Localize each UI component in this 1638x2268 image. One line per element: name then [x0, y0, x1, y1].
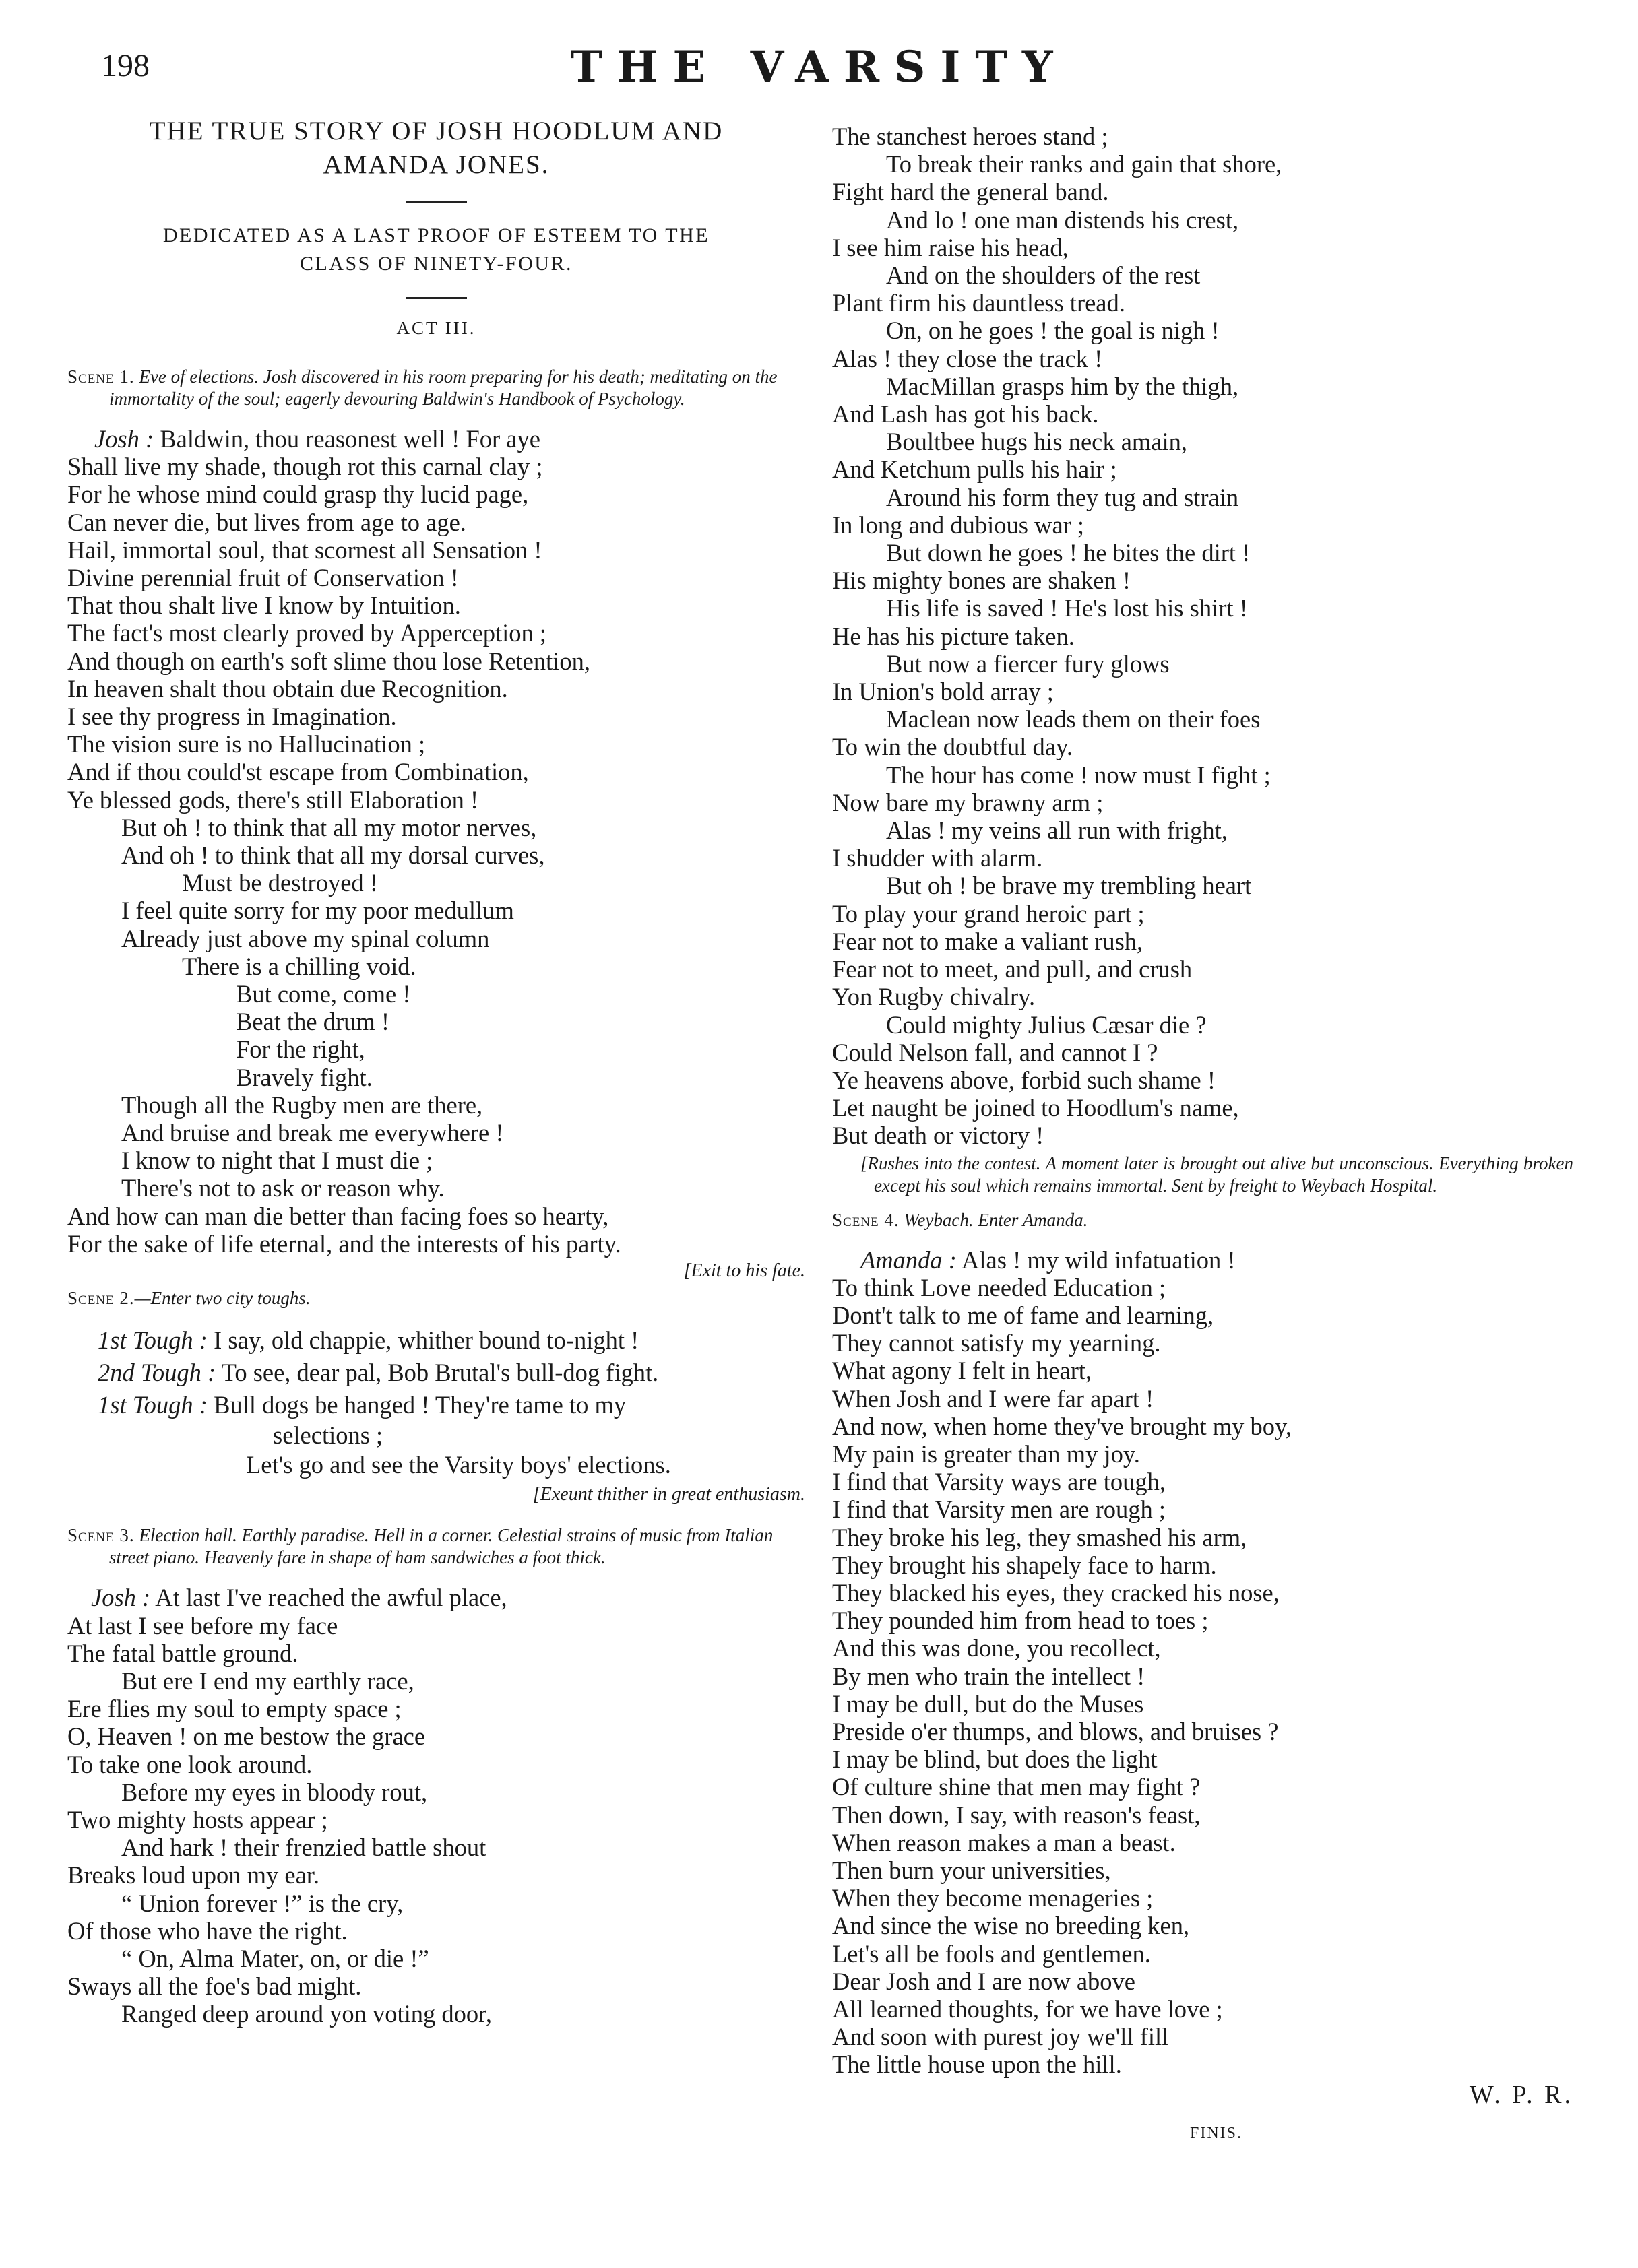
- verse-line: Two mighty hosts appear ;: [67, 1805, 328, 1834]
- verse-line: Already just above my spinal column: [121, 924, 490, 952]
- scene-3-verse: [67, 1584, 805, 2028]
- verse-line: In heaven shalt thou obtain due Recognition.: [67, 674, 508, 703]
- verse-line: Shall live my shade, though rot this carnal clay ;: [67, 453, 543, 481]
- verse-line: I shudder with alarm.: [832, 844, 1043, 872]
- verse-line: To play your grand heroic part ;: [832, 899, 1145, 928]
- verse-line: Must be destroyed !: [182, 869, 378, 897]
- scene-label: Scene 4.: [832, 1209, 900, 1230]
- scene-label: Scene 1.: [67, 366, 135, 387]
- verse-line: Though all the Rugby men are there,: [121, 1091, 483, 1119]
- act-heading: ACT III.: [396, 318, 476, 338]
- verse-line: And Lash has got his back.: [832, 400, 1099, 428]
- verse-line: Around his form they tug and strain: [886, 483, 1239, 511]
- verse-line: The vision sure is no Hallucination ;: [67, 730, 426, 758]
- verse-line: But ere I end my earthly race,: [121, 1666, 414, 1695]
- verse-line: Yon Rugby chivalry.: [832, 983, 1036, 1011]
- verse-line: I feel quite sorry for my poor medullum: [121, 897, 514, 925]
- right-column: [832, 123, 1573, 2143]
- verse-line: In Union's bold array ;: [832, 678, 1054, 706]
- verse-line: Let's all be fools and gentlemen.: [832, 1939, 1151, 1968]
- verse-line: Boultbee hugs his neck amain,: [886, 428, 1188, 456]
- divider: [406, 297, 467, 299]
- verse-line: Alas ! my veins all run with fright,: [886, 816, 1228, 845]
- dialogue-line: [67, 1357, 805, 1389]
- divider: [406, 201, 467, 203]
- verse-line: Alas ! they close the track !: [832, 344, 1103, 372]
- verse-line: Could Nelson fall, and cannot I ?: [832, 1038, 1158, 1066]
- verse-line: And lo ! one man distends his crest,: [886, 205, 1239, 234]
- scene-4-verse: [832, 1246, 1573, 2079]
- verse-line: At last I see before my face: [67, 1611, 338, 1640]
- verse-line: Then burn your universities,: [832, 1856, 1111, 1884]
- verse-line: On, on he goes ! the goal is nigh !: [886, 317, 1220, 345]
- author-signature: W. P. R.: [1469, 2080, 1573, 2109]
- speaker-name: 2nd Tough :: [98, 1359, 216, 1387]
- verse-line: I see thy progress in Imagination.: [67, 703, 397, 731]
- speaker-name: Josh :: [94, 425, 154, 453]
- page-number: 198: [101, 48, 150, 84]
- verse-line: Maclean now leads them on their foes: [886, 705, 1261, 734]
- verse-line: And though on earth's soft slime thou lose Retention,: [67, 647, 591, 675]
- verse-line: But oh ! to think that all my motor nerves,: [121, 813, 537, 841]
- verse-line: Preside o'er thumps, and blows, and bruises ?: [832, 1717, 1279, 1745]
- verse-line: All learned thoughts, for we have love ;: [832, 1995, 1223, 2023]
- verse-line: [832, 1246, 1573, 1274]
- verse-line: Then down, I say, with reason's feast,: [832, 1801, 1201, 1829]
- verse-line: Fight hard the general band.: [832, 178, 1109, 206]
- verse-line: Bravely fight.: [236, 1063, 373, 1091]
- verse-line: Dear Josh and I are now above: [832, 1967, 1135, 1995]
- verse-line: But come, come !: [236, 980, 411, 1008]
- verse-line: And on the shoulders of the rest: [886, 261, 1201, 290]
- stage-direction: —Enter two city toughs.: [134, 1288, 311, 1309]
- verse-line: Before my eyes in bloody rout,: [121, 1778, 428, 1806]
- verse-line: They pounded him from head to toes ;: [832, 1607, 1209, 1635]
- verse-line: And how can man die better than facing foes so hearty,: [67, 1202, 609, 1230]
- verse-line: Plant firm his dauntless tread.: [832, 289, 1125, 317]
- verse-text: To see, dear pal, Bob Brutal's bull-dog fight.: [216, 1359, 659, 1387]
- verse-line: And soon with purest joy we'll fill: [832, 2023, 1169, 2051]
- verse-line: Fear not to make a valiant rush,: [832, 927, 1143, 955]
- scene-4-direction: [832, 1209, 1573, 1231]
- verse-line: And oh ! to think that all my dorsal curves,: [121, 841, 545, 870]
- verse-line: But oh ! be brave my trembling heart: [886, 872, 1252, 900]
- verse-line: But now a fiercer fury glows: [886, 649, 1170, 678]
- verse-line: For he whose mind could grasp thy lucid page,: [67, 480, 529, 509]
- verse-line: They cannot satisfy my yearning.: [832, 1329, 1161, 1357]
- scene-3-direction: [67, 1524, 805, 1569]
- verse-line: Fear not to meet, and pull, and crush: [832, 955, 1193, 983]
- verse-line: What agony I felt in heart,: [832, 1357, 1092, 1385]
- scene-1-verse: [67, 425, 805, 1258]
- verse-line: Of those who have the right.: [67, 1916, 348, 1945]
- verse-line: The fact's most clearly proved by Apperception ;: [67, 619, 547, 647]
- verse-text: Baldwin, thou reasonest well ! For aye: [154, 425, 540, 453]
- verse-line: And now, when home they've brought my boy,: [832, 1412, 1292, 1440]
- scene-1-direction: [67, 366, 805, 410]
- verse-line: Breaks loud upon my ear.: [67, 1861, 320, 1889]
- verse-line: And hark ! their frenzied battle shout: [121, 1834, 486, 1862]
- verse-line: I know to night that I must die ;: [121, 1146, 433, 1175]
- verse-line: And since the wise no breeding ken,: [832, 1912, 1190, 1940]
- verse-line: To take one look around.: [67, 1750, 313, 1778]
- verse-line: I may be dull, but do the Muses: [832, 1689, 1144, 1718]
- dedication-line: DEDICATED AS A LAST PROOF OF ESTEEM TO THE: [162, 224, 710, 247]
- stage-direction: Eve of elections. Josh discovered in his room preparing for his death; meditating on the immortality of the soul; eagerly devouring Baldwin's Handbook of Psychology.: [109, 366, 778, 409]
- verse-line: [67, 425, 805, 453]
- dialogue-line: selections ;: [273, 1421, 383, 1450]
- title-line: THE TRUE STORY OF JOSH HOODLUM AND: [149, 117, 724, 145]
- verse-line: To think Love needed Education ;: [832, 1273, 1166, 1301]
- stage-direction: Election hall. Earthly paradise. Hell in a corner. Celestial strains of music from Italian street piano. Heavenly fare in shape of ham sandwiches a foot thick.: [109, 1525, 774, 1568]
- verse-line: “ On, Alma Mater, on, or die !”: [121, 1944, 429, 1972]
- verse-line: My pain is greater than my joy.: [832, 1439, 1140, 1468]
- verse-line: By men who train the intellect !: [832, 1662, 1145, 1690]
- verse-text: Alas ! my wild infatuation !: [956, 1245, 1236, 1274]
- verse-line: [67, 1584, 805, 1611]
- verse-line: And bruise and break me everywhere !: [121, 1119, 504, 1147]
- verse-line: There's not to ask or reason why.: [121, 1174, 445, 1202]
- verse-line: For the right,: [236, 1035, 365, 1064]
- verse-line: That thou shalt live I know by Intuition.: [67, 591, 461, 620]
- verse-line: I may be blind, but does the light: [832, 1745, 1158, 1774]
- verse-line: Sways all the foe's bad might.: [67, 1972, 362, 2001]
- finis-mark: FINIS.: [1189, 2124, 1242, 2142]
- dialogue-line: [67, 1389, 805, 1421]
- stage-direction: Weybach. Enter Amanda.: [904, 1209, 1088, 1230]
- verse-line: And this was done, you recollect,: [832, 1634, 1161, 1662]
- dedication-line: CLASS OF NINETY-FOUR.: [299, 253, 573, 275]
- speaker-name: 1st Tough :: [98, 1391, 208, 1419]
- verse-line: MacMillan grasps him by the thigh,: [886, 372, 1239, 400]
- scene-2-dialogue: [67, 1324, 805, 1481]
- verse-line: They brought his shapely face to harm.: [832, 1551, 1217, 1579]
- verse-text: I say, old chappie, whither bound to-night !: [207, 1326, 639, 1355]
- verse-line: To win the doubtful day.: [832, 733, 1073, 761]
- dialogue-line: Let's go and see the Varsity boys' elections.: [246, 1451, 671, 1479]
- verse-line: When Josh and I were far apart !: [832, 1384, 1154, 1413]
- speaker-name: Josh :: [91, 1584, 151, 1612]
- dialogue-line: [67, 1324, 805, 1357]
- verse-line: Could mighty Julius Cæsar die ?: [886, 1010, 1207, 1039]
- verse-line: The little house upon the hill.: [832, 2050, 1122, 2079]
- scene-2-direction: [67, 1287, 805, 1309]
- verse-line: O, Heaven ! on me bestow the grace: [67, 1722, 426, 1751]
- verse-line: And Ketchum pulls his hair ;: [832, 455, 1117, 484]
- speaker-name: 1st Tough :: [98, 1326, 208, 1355]
- verse-line: There is a chilling void.: [182, 952, 416, 980]
- verse-line: Now bare my brawny arm ;: [832, 788, 1104, 816]
- verse-line: Let naught be joined to Hoodlum's name,: [832, 1094, 1239, 1122]
- scene-1-exit: [Exit to his fate.: [683, 1260, 805, 1282]
- verse-line: His mighty bones are shaken !: [832, 566, 1131, 595]
- verse-line: But down he goes ! he bites the dirt !: [886, 539, 1251, 567]
- verse-line: Dont't talk to me of fame and learning,: [832, 1301, 1214, 1329]
- verse-line: They blacked his eyes, they cracked his nose,: [832, 1578, 1280, 1607]
- verse-line: They broke his leg, they smashed his arm,: [832, 1523, 1247, 1551]
- verse-line: But death or victory !: [832, 1122, 1044, 1150]
- left-column: [67, 115, 805, 2028]
- verse-line: The fatal battle ground.: [67, 1639, 298, 1667]
- verse-line: Beat the drum !: [236, 1008, 390, 1036]
- verse-line: Ye heavens above, forbid such shame !: [832, 1066, 1216, 1094]
- verse-line: In long and dubious war ;: [832, 511, 1085, 539]
- dedication: [67, 222, 805, 278]
- verse-line: I find that Varsity men are rough ;: [832, 1495, 1166, 1524]
- verse-line: To break their ranks and gain that shore,: [886, 150, 1282, 179]
- verse-line: Divine perennial fruit of Conservation !: [67, 564, 459, 592]
- scene-3-verse-continued: [832, 123, 1573, 1150]
- verse-line: The stanchest heroes stand ;: [832, 123, 1108, 150]
- verse-line: Hail, immortal soul, that scornest all Sensation !: [67, 536, 542, 564]
- verse-line: He has his picture taken.: [832, 622, 1075, 650]
- verse-line: Ranged deep around yon voting door,: [121, 2000, 492, 2028]
- speaker-name: Amanda :: [860, 1245, 957, 1274]
- verse-text: At last I've reached the awful place,: [150, 1584, 507, 1612]
- masthead: THE VARSITY: [570, 42, 1068, 92]
- verse-line: I find that Varsity ways are tough,: [832, 1468, 1166, 1496]
- title-line: AMANDA JONES.: [323, 150, 550, 179]
- verse-line: His life is saved ! He's lost his shirt !: [886, 594, 1248, 622]
- scene-label: Scene 3.: [67, 1525, 135, 1546]
- verse-line: I see him raise his head,: [832, 233, 1069, 261]
- verse-line: “ Union forever !” is the cry,: [121, 1889, 404, 1917]
- verse-line: When reason makes a man a beast.: [832, 1828, 1176, 1856]
- verse-line: Ye blessed gods, there's still Elaboration !: [67, 785, 479, 814]
- verse-text: Bull dogs be hanged ! They're tame to my: [207, 1391, 627, 1419]
- verse-line: Of culture shine that men may fight ?: [832, 1773, 1201, 1801]
- verse-line: Can never die, but lives from age to age.: [67, 508, 466, 536]
- article-title: [67, 115, 805, 182]
- scene-3-exit: [Rushes into the contest. A moment later is brought out alive but unconscious. Everything broken except his soul which remains immortal. Sent by freight to Weybach Hospital.: [860, 1153, 1573, 1196]
- scene-label: Scene 2.: [67, 1288, 135, 1309]
- scene-2-exit: [Exeunt thither in great enthusiasm.: [532, 1484, 805, 1505]
- verse-line: For the sake of life eternal, and the interests of his party.: [67, 1229, 621, 1258]
- verse-line: And if thou could'st escape from Combination,: [67, 758, 529, 786]
- verse-line: When they become menageries ;: [832, 1884, 1154, 1912]
- verse-line: The hour has come ! now must I fight ;: [886, 760, 1271, 789]
- verse-line: Ere flies my soul to empty space ;: [67, 1695, 402, 1723]
